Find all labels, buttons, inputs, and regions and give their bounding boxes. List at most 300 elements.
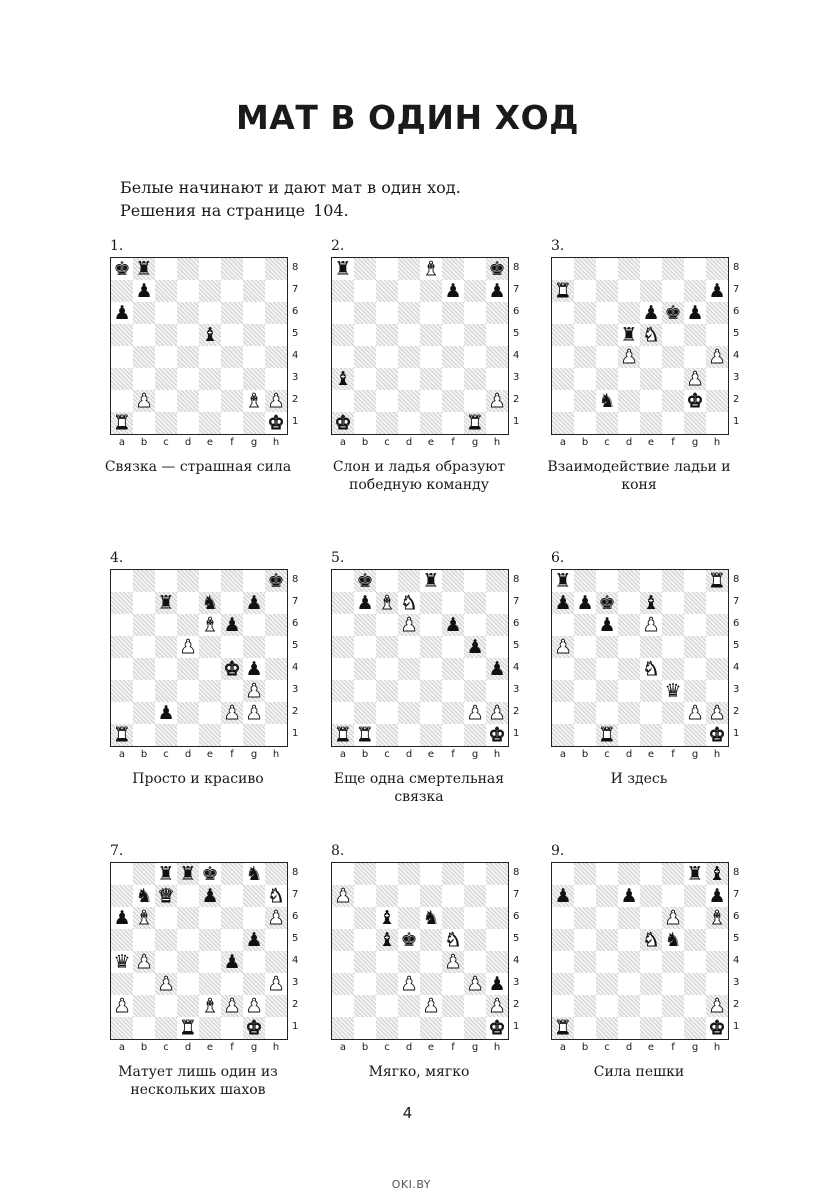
board-square	[640, 570, 662, 592]
rank-label: 1	[733, 728, 740, 739]
white-pawn-icon: ♟	[708, 995, 726, 1017]
board-square	[177, 929, 199, 951]
file-label: c	[604, 1042, 610, 1053]
board-square	[376, 973, 398, 995]
board-square	[442, 1017, 464, 1039]
file-label: b	[140, 437, 148, 448]
black-pawn-icon: ♟	[444, 614, 462, 636]
board-square	[398, 724, 420, 746]
white-king-icon: ♚	[223, 658, 241, 680]
puzzle-caption: Взаимодействие ладьи и коня	[547, 459, 731, 493]
board-square	[111, 863, 133, 885]
board-square	[552, 907, 574, 929]
board-square	[354, 346, 376, 368]
file-label: a	[118, 749, 126, 760]
board-square	[177, 680, 199, 702]
board-square	[221, 412, 243, 434]
board-square	[574, 636, 596, 658]
black-rook-icon: ♜	[157, 592, 175, 614]
board-square	[376, 995, 398, 1017]
board-square	[684, 280, 706, 302]
file-labels	[110, 749, 288, 761]
board-square	[111, 346, 133, 368]
board-square	[133, 570, 155, 592]
puzzle-number: 7.	[110, 843, 124, 859]
board-square	[133, 346, 155, 368]
rank-label: 3	[513, 372, 520, 383]
white-pawn-icon: ♟	[642, 614, 660, 636]
board-square	[618, 614, 640, 636]
board-square	[618, 302, 640, 324]
board-square	[398, 1017, 420, 1039]
board-square	[221, 636, 243, 658]
white-king-icon: ♚	[708, 1017, 726, 1039]
board-square	[265, 863, 287, 885]
board-square	[574, 702, 596, 724]
board-square	[464, 390, 486, 412]
board-square	[354, 863, 376, 885]
board-square	[640, 995, 662, 1017]
board-square	[243, 614, 265, 636]
board-square	[574, 724, 596, 746]
board-square	[442, 302, 464, 324]
board-square	[464, 951, 486, 973]
board-square	[706, 412, 728, 434]
board-square	[354, 258, 376, 280]
board-square	[398, 324, 420, 346]
file-label: c	[604, 749, 610, 760]
board-square	[177, 592, 199, 614]
board-square	[684, 680, 706, 702]
puzzle-caption: Еще одна смертельная связка	[333, 771, 505, 805]
rank-label: 4	[513, 955, 520, 966]
rank-label: 6	[292, 911, 299, 922]
board-square	[640, 412, 662, 434]
board-square	[133, 368, 155, 390]
puzzle-caption: Слон и ладья образуют победную команду	[332, 459, 506, 493]
board-square	[199, 1017, 221, 1039]
white-queen-icon: ♛	[157, 885, 175, 907]
board-square	[552, 724, 574, 746]
board-square	[199, 280, 221, 302]
board-square	[398, 995, 420, 1017]
black-rook-icon: ♜	[157, 863, 175, 885]
file-label: g	[471, 1042, 479, 1053]
board-square	[596, 324, 618, 346]
board-square	[265, 636, 287, 658]
white-pawn-icon: ♟	[245, 702, 263, 724]
board-square	[111, 1017, 133, 1039]
board-square	[552, 658, 574, 680]
black-knight-icon: ♞	[245, 863, 263, 885]
board-square	[354, 302, 376, 324]
board-square	[133, 702, 155, 724]
file-label: h	[493, 1042, 501, 1053]
board-square	[332, 1017, 354, 1039]
board-square	[596, 258, 618, 280]
white-rook-icon: ♜	[113, 412, 131, 434]
black-king-icon: ♚	[356, 570, 374, 592]
board-square	[243, 258, 265, 280]
board-square	[486, 680, 508, 702]
black-rook-icon: ♜	[135, 258, 153, 280]
board-square	[133, 929, 155, 951]
board-square	[662, 258, 684, 280]
chess-board	[551, 257, 729, 435]
black-knight-icon: ♞	[422, 907, 440, 929]
board-square	[243, 951, 265, 973]
board-square	[376, 302, 398, 324]
board-square	[574, 658, 596, 680]
puzzle-caption: Связка — страшная сила	[104, 459, 292, 475]
board-square	[332, 302, 354, 324]
black-rook-icon: ♜	[686, 863, 704, 885]
rank-label: 5	[513, 640, 520, 651]
white-pawn-icon: ♟	[664, 907, 682, 929]
board-square	[640, 346, 662, 368]
board-square	[596, 885, 618, 907]
rank-label: 5	[513, 328, 520, 339]
white-pawn-icon: ♟	[488, 702, 506, 724]
board-square	[155, 929, 177, 951]
rank-label: 7	[513, 889, 520, 900]
rank-label: 8	[513, 867, 520, 878]
puzzle-number: 5.	[331, 550, 345, 566]
board-square	[442, 863, 464, 885]
board-square	[133, 973, 155, 995]
board-square	[596, 680, 618, 702]
board-square	[199, 658, 221, 680]
board-square	[618, 258, 640, 280]
board-square	[155, 346, 177, 368]
rank-label: 7	[292, 596, 299, 607]
board-square	[155, 324, 177, 346]
white-pawn-icon: ♟	[135, 951, 153, 973]
board-square	[155, 570, 177, 592]
board-square	[640, 702, 662, 724]
file-labels	[110, 437, 288, 449]
board-square	[398, 346, 420, 368]
white-rook-icon: ♜	[334, 724, 352, 746]
file-label: f	[230, 1042, 234, 1053]
board-square	[464, 592, 486, 614]
board-square	[640, 368, 662, 390]
file-label: a	[118, 437, 126, 448]
board-square	[177, 702, 199, 724]
rank-label: 2	[292, 706, 299, 717]
rank-label: 3	[513, 684, 520, 695]
board-square	[199, 907, 221, 929]
rank-label: 4	[513, 350, 520, 361]
black-king-icon: ♚	[201, 863, 219, 885]
black-pawn-icon: ♟	[642, 302, 660, 324]
board-square	[706, 368, 728, 390]
board-square	[662, 724, 684, 746]
board-square	[243, 368, 265, 390]
board-square	[596, 929, 618, 951]
board-square	[596, 907, 618, 929]
board-square	[486, 368, 508, 390]
board-square	[464, 302, 486, 324]
board-square	[199, 570, 221, 592]
board-square	[420, 658, 442, 680]
board-square	[442, 636, 464, 658]
board-square	[596, 368, 618, 390]
file-label: g	[471, 437, 479, 448]
board-square	[354, 280, 376, 302]
white-pawn-icon: ♟	[554, 636, 572, 658]
intro-line-2	[120, 199, 461, 222]
board-square	[221, 907, 243, 929]
file-labels	[331, 749, 509, 761]
board-square	[442, 258, 464, 280]
rank-label: 8	[513, 262, 520, 273]
board-square	[111, 636, 133, 658]
board-square	[177, 614, 199, 636]
board-square	[265, 658, 287, 680]
board-square	[221, 324, 243, 346]
file-label: a	[339, 437, 347, 448]
black-knight-icon: ♞	[664, 929, 682, 951]
board-square	[420, 302, 442, 324]
board-square	[332, 951, 354, 973]
rank-label: 3	[733, 372, 740, 383]
board-square	[618, 995, 640, 1017]
file-label: a	[339, 749, 347, 760]
rank-label: 7	[513, 596, 520, 607]
board-square	[243, 412, 265, 434]
board-square	[199, 973, 221, 995]
rank-label: 4	[733, 350, 740, 361]
board-square	[596, 702, 618, 724]
board-square	[376, 258, 398, 280]
file-label: c	[163, 749, 169, 760]
file-label: f	[451, 437, 455, 448]
board-square	[684, 658, 706, 680]
board-square	[684, 724, 706, 746]
board-square	[133, 658, 155, 680]
board-square	[552, 390, 574, 412]
board-square	[552, 368, 574, 390]
board-square	[574, 907, 596, 929]
board-square	[464, 907, 486, 929]
rank-label: 2	[513, 706, 520, 717]
board-square	[486, 885, 508, 907]
board-square	[376, 346, 398, 368]
board-square	[618, 368, 640, 390]
file-label: a	[118, 1042, 126, 1053]
board-square	[155, 636, 177, 658]
board-square	[155, 724, 177, 746]
board-square	[354, 390, 376, 412]
board-square	[552, 614, 574, 636]
board-square	[398, 258, 420, 280]
board-square	[133, 863, 155, 885]
board-square	[332, 390, 354, 412]
black-pawn-icon: ♟	[135, 280, 153, 302]
board-square	[618, 570, 640, 592]
chess-board	[110, 569, 288, 747]
board-square	[618, 907, 640, 929]
black-knight-icon: ♞	[598, 390, 616, 412]
black-pawn-icon: ♟	[223, 951, 241, 973]
board-square	[464, 368, 486, 390]
board-square	[155, 658, 177, 680]
board-square	[684, 1017, 706, 1039]
file-label: c	[384, 749, 390, 760]
white-knight-icon: ♞	[444, 929, 462, 951]
file-label: e	[647, 1042, 655, 1053]
board-square	[706, 592, 728, 614]
file-label: d	[405, 749, 413, 760]
board-square	[486, 951, 508, 973]
file-label: d	[625, 1042, 633, 1053]
board-square	[552, 302, 574, 324]
board-square	[618, 390, 640, 412]
board-square	[706, 636, 728, 658]
board-square	[684, 929, 706, 951]
board-square	[706, 390, 728, 412]
board-square	[420, 346, 442, 368]
board-square	[442, 390, 464, 412]
white-pawn-icon: ♟	[267, 907, 285, 929]
board-square	[640, 863, 662, 885]
board-square	[442, 680, 464, 702]
board-square	[354, 907, 376, 929]
black-pawn-icon: ♟	[576, 592, 594, 614]
board-square	[133, 1017, 155, 1039]
board-square	[265, 929, 287, 951]
chess-board	[110, 862, 288, 1040]
board-square	[199, 412, 221, 434]
board-square	[155, 1017, 177, 1039]
board-square	[706, 324, 728, 346]
black-knight-icon: ♞	[201, 592, 219, 614]
rank-label: 3	[733, 977, 740, 988]
file-label: h	[272, 437, 280, 448]
board-square	[354, 658, 376, 680]
board-square	[464, 885, 486, 907]
white-pawn-icon: ♟	[179, 636, 197, 658]
board-square	[354, 973, 376, 995]
board-square	[464, 280, 486, 302]
board-square	[662, 885, 684, 907]
board-square	[574, 302, 596, 324]
board-square	[155, 995, 177, 1017]
board-square	[486, 412, 508, 434]
chess-board	[110, 257, 288, 435]
board-square	[574, 929, 596, 951]
rank-label: 2	[513, 999, 520, 1010]
white-rook-icon: ♜	[708, 570, 726, 592]
board-square	[199, 951, 221, 973]
board-square	[376, 368, 398, 390]
file-label: h	[272, 1042, 280, 1053]
board-square	[464, 346, 486, 368]
rank-label: 3	[292, 977, 299, 988]
puzzle-number: 6.	[551, 550, 565, 566]
file-label: f	[671, 437, 675, 448]
black-bishop-icon: ♝	[201, 324, 219, 346]
board-square	[662, 592, 684, 614]
board-square	[618, 636, 640, 658]
file-label: b	[581, 1042, 589, 1053]
rank-label: 4	[292, 662, 299, 673]
board-square	[398, 302, 420, 324]
board-square	[354, 412, 376, 434]
board-square	[265, 614, 287, 636]
file-label: b	[581, 437, 589, 448]
board-square	[574, 951, 596, 973]
black-pawn-icon: ♟	[157, 702, 175, 724]
chess-board	[331, 862, 509, 1040]
white-pawn-icon: ♟	[400, 973, 418, 995]
board-square	[398, 368, 420, 390]
board-square	[177, 324, 199, 346]
board-square	[354, 995, 376, 1017]
board-square	[332, 680, 354, 702]
board-square	[442, 412, 464, 434]
board-square	[684, 258, 706, 280]
black-king-icon: ♚	[113, 258, 131, 280]
rank-label: 8	[733, 262, 740, 273]
board-square	[574, 412, 596, 434]
chess-board	[331, 569, 509, 747]
black-pawn-icon: ♟	[245, 929, 263, 951]
page-number: 4	[402, 1104, 413, 1122]
white-king-icon: ♚	[686, 390, 704, 412]
file-label: g	[250, 749, 258, 760]
board-square	[662, 973, 684, 995]
board-square	[464, 724, 486, 746]
white-pawn-icon: ♟	[708, 702, 726, 724]
board-square	[442, 570, 464, 592]
board-square	[442, 702, 464, 724]
file-label: d	[405, 437, 413, 448]
board-square	[574, 885, 596, 907]
rank-label: 5	[733, 933, 740, 944]
file-label: e	[647, 749, 655, 760]
page-title: МАТ В ОДИН ХОД	[235, 98, 580, 137]
black-rook-icon: ♜	[179, 863, 197, 885]
file-label: b	[361, 749, 369, 760]
board-square	[133, 324, 155, 346]
black-pawn-icon: ♟	[488, 658, 506, 680]
board-square	[662, 570, 684, 592]
board-square	[177, 570, 199, 592]
rank-label: 1	[513, 1021, 520, 1032]
board-square	[243, 302, 265, 324]
board-square	[420, 412, 442, 434]
black-pawn-icon: ♟	[113, 907, 131, 929]
rank-label: 6	[733, 911, 740, 922]
board-square	[398, 680, 420, 702]
board-square	[640, 258, 662, 280]
board-square	[199, 680, 221, 702]
board-square	[420, 973, 442, 995]
board-square	[177, 995, 199, 1017]
file-label: f	[671, 749, 675, 760]
white-king-icon: ♚	[488, 724, 506, 746]
white-rook-icon: ♜	[356, 724, 374, 746]
board-square	[199, 302, 221, 324]
file-label: d	[184, 437, 192, 448]
board-square	[552, 995, 574, 1017]
board-square	[221, 368, 243, 390]
board-square	[640, 724, 662, 746]
white-rook-icon: ♜	[113, 724, 131, 746]
white-pawn-icon: ♟	[686, 368, 704, 390]
